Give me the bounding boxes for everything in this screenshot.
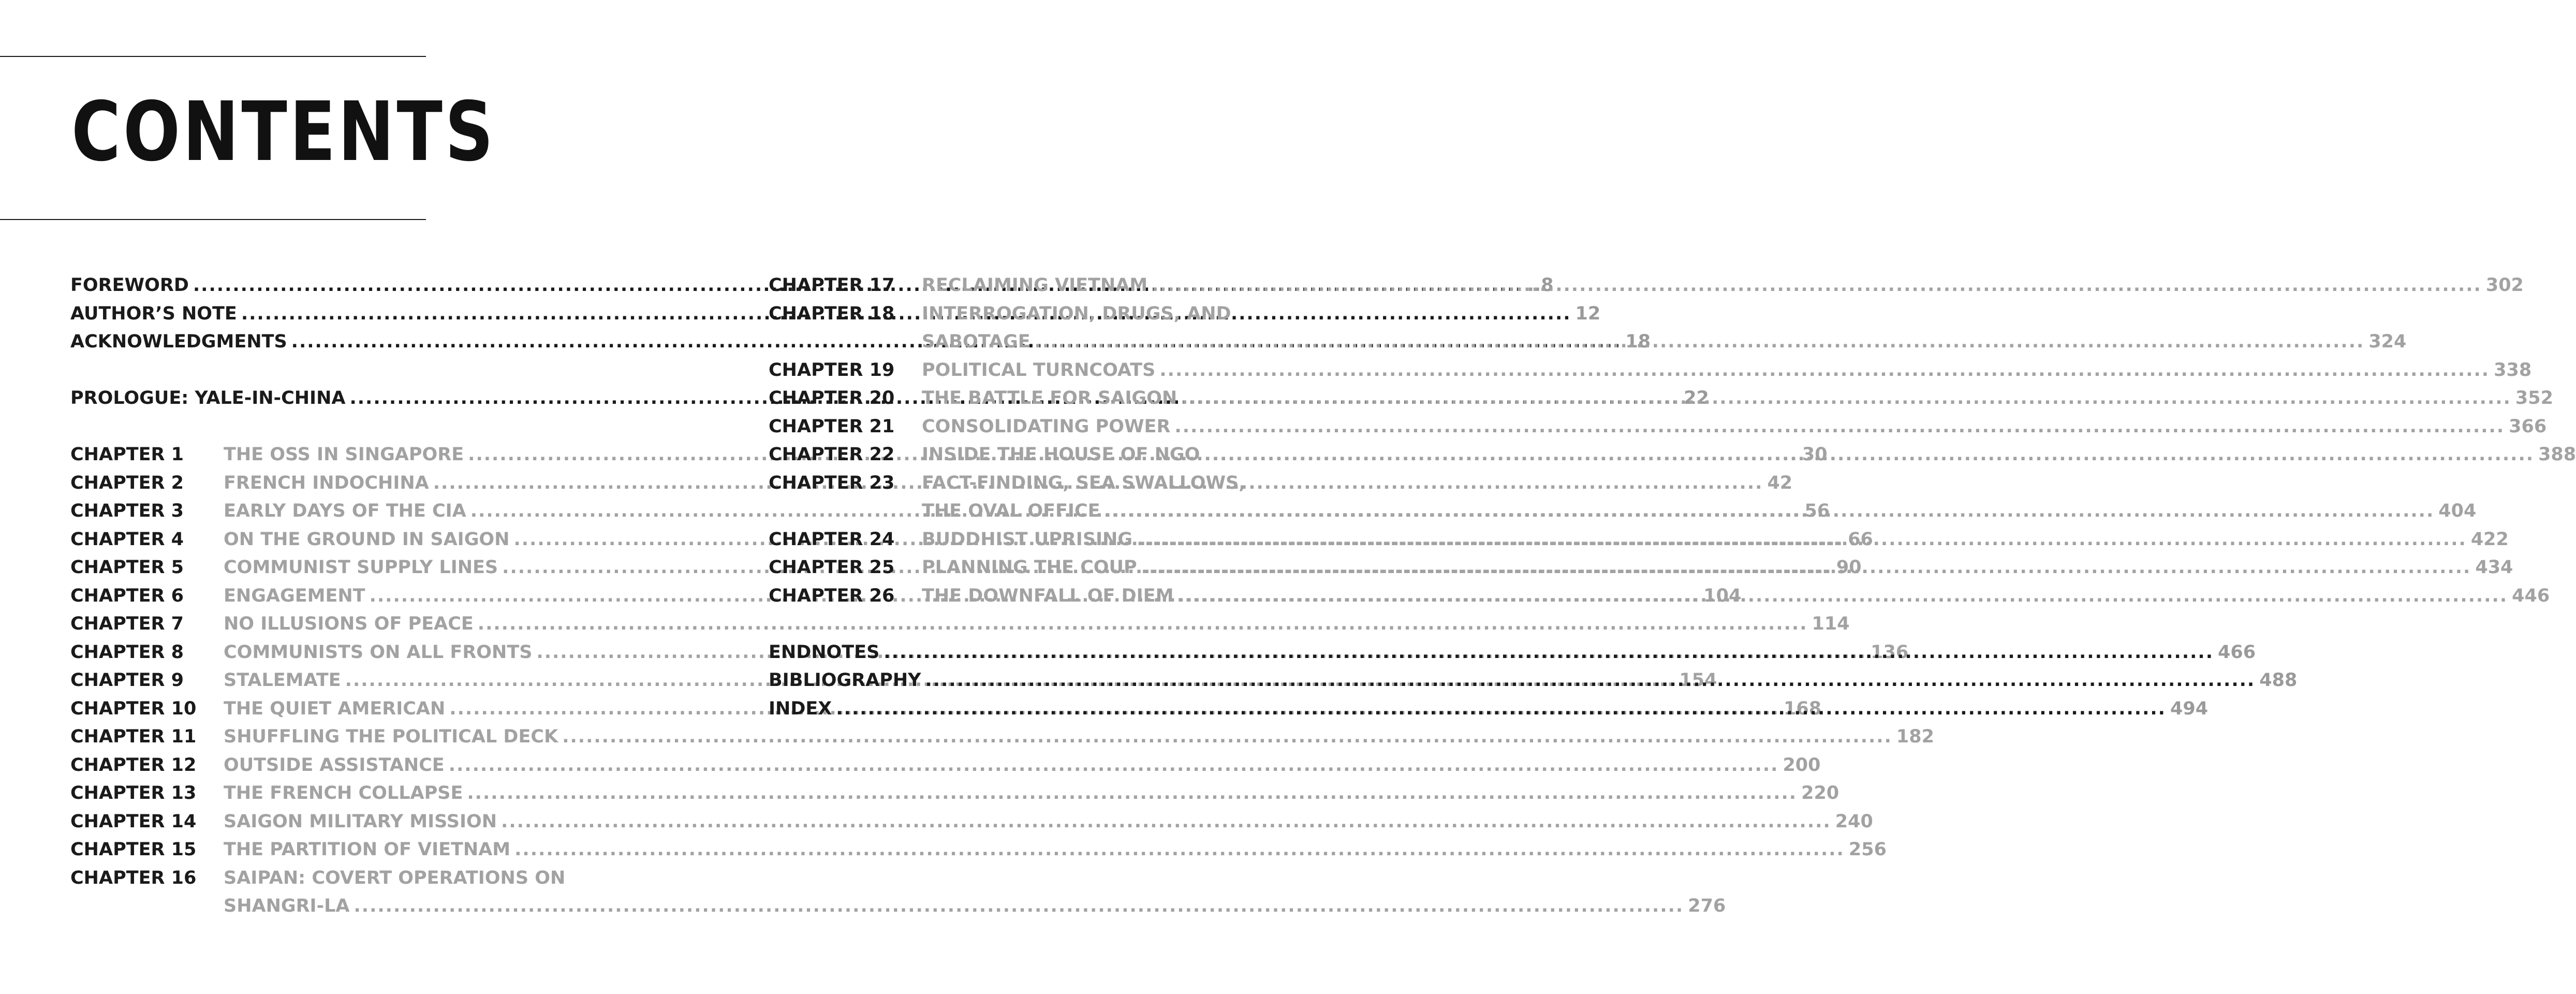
chapter-title-block: [922, 356, 2531, 385]
chapter-number: CHAPTER 4: [70, 529, 184, 550]
chapter-title: BUDDHIST UPRISING: [922, 529, 1133, 550]
chapter-title: THE OSS IN SINGAPORE: [224, 444, 464, 465]
chapter-title-line: [922, 497, 2476, 525]
chapter-title-block: [922, 553, 2513, 582]
page-number: 66: [1848, 529, 1873, 550]
page-number: 240: [1835, 811, 1873, 832]
chapter-number: CHAPTER 6: [70, 585, 184, 606]
chapter-title: POLITICAL TURNCOATS: [922, 359, 1156, 381]
page-number: 338: [2494, 359, 2532, 381]
chapter-entry[interactable]: [70, 610, 1850, 638]
page-number: 446: [2512, 585, 2550, 606]
chapter-title: NO ILLUSIONS OF PEACE: [224, 613, 474, 634]
page-number: 488: [2259, 670, 2298, 691]
chapter-title: COMMUNIST SUPPLY LINES: [224, 557, 498, 578]
chapter-title-block: [922, 413, 2546, 441]
section-gap: [769, 610, 1253, 638]
chapter-number: CHAPTER 25: [769, 557, 895, 578]
chapter-entry[interactable]: [70, 751, 1821, 780]
chapter-number: CHAPTER 18: [769, 303, 895, 324]
chapter-title-line: [922, 553, 2513, 582]
page-number: 182: [1896, 726, 1934, 747]
page-number: ..8: [1527, 275, 1554, 296]
page-number: 388: [2538, 444, 2576, 465]
dot-leader: [1181, 384, 2511, 413]
dot-leader: [1159, 356, 2490, 385]
entry-label: AUTHOR’S NOTE: [70, 303, 237, 324]
chapter-entry[interactable]: [70, 864, 1726, 920]
entry-label: INDEX: [769, 698, 832, 719]
chapter-title-block: [922, 469, 2476, 525]
dot-leader: [449, 751, 1779, 780]
dot-leader: [354, 892, 1684, 920]
chapter-title: THE FRENCH COLLAPSE: [224, 783, 463, 803]
chapter-title-line: [922, 582, 2550, 610]
chapter-entry[interactable]: [70, 723, 1934, 751]
page-number: 404: [2438, 501, 2477, 521]
page-number: 276: [1688, 896, 1726, 916]
chapter-title-line: [224, 892, 1726, 920]
dot-leader: [1137, 525, 2467, 554]
entry-label: FOREWORD: [70, 275, 189, 296]
chapter-title: SHANGRI-LA: [224, 896, 350, 916]
chapter-title: COMMUNISTS ON ALL FRONTS: [224, 641, 533, 663]
chapter-title: SHUFFLING THE POLITICAL DECK: [224, 726, 558, 747]
page-number: 154: [1679, 670, 1717, 691]
chapter-number: CHAPTER 5: [70, 557, 184, 578]
chapter-title: ENGAGEMENT: [224, 585, 365, 606]
chapter-entry[interactable]: [70, 779, 1839, 808]
dot-leader: [1035, 328, 2365, 356]
page-number: 494: [2170, 698, 2209, 719]
page-number: 434: [2475, 557, 2513, 578]
page-number: 220: [1801, 783, 1839, 803]
section-gap: [70, 413, 555, 441]
chapter-title-line: [922, 271, 2524, 300]
chapter-title-block: [224, 864, 1726, 920]
chapter-number: CHAPTER 23: [769, 472, 895, 493]
page-number: 352: [2515, 388, 2553, 408]
page-number: 324: [2368, 331, 2407, 352]
chapter-number: CHAPTER 19: [769, 359, 895, 381]
chapter-number: CHAPTER 7: [70, 613, 184, 634]
dot-leader: [514, 836, 1845, 864]
chapter-title-line: [922, 384, 2553, 413]
chapter-number: CHAPTER 21: [769, 416, 895, 437]
chapter-title-block: [922, 300, 2406, 356]
chapter-title-block: [224, 808, 1873, 836]
chapter-title-block: [922, 525, 2509, 554]
page-number: 18: [1625, 331, 1651, 352]
chapter-title-block: [922, 384, 2553, 413]
page-number: 302: [2485, 275, 2524, 296]
chapter-title: STALEMATE: [224, 670, 341, 691]
chapter-title: SABOTAGE: [922, 331, 1031, 352]
chapter-title-line: [224, 723, 1934, 751]
chapter-title-block: [922, 441, 2576, 469]
page-number: 30: [1802, 444, 1828, 465]
chapter-number: CHAPTER 13: [70, 783, 197, 803]
chapter-title: EARLY DAYS OF THE CIA: [224, 501, 466, 521]
chapter-title: INSIDE THE HOUSE OF NGO: [922, 444, 1200, 465]
dot-leader: [501, 808, 1831, 836]
chapter-title-line: [922, 328, 2406, 356]
page-number: 366: [2509, 416, 2547, 437]
chapter-title-line: [922, 441, 2576, 469]
chapter-title: FRENCH INDOCHINA: [224, 472, 429, 493]
chapter-title-line: [224, 808, 1873, 836]
chapter-entry[interactable]: [70, 836, 1887, 864]
dot-leader: [836, 695, 2166, 723]
chapter-title-block: [224, 723, 1934, 751]
chapter-title-block: [224, 751, 1821, 780]
chapter-number: CHAPTER 8: [70, 641, 184, 663]
chapter-title: OUTSIDE ASSISTANCE: [224, 754, 445, 776]
section-gap: [70, 356, 555, 385]
page-number: 90: [1836, 557, 1862, 578]
chapter-title: THE QUIET AMERICAN: [224, 698, 446, 719]
page-number: 200: [1783, 754, 1821, 776]
chapter-title-line: INTERROGATION, DRUGS, AND: [922, 303, 1231, 324]
page-number: 22: [1684, 388, 1709, 408]
page-number: 466: [2218, 641, 2256, 663]
page-number: 104: [1703, 585, 1742, 606]
chapter-title-line: [922, 413, 2546, 441]
page-number: 136: [1871, 641, 1909, 663]
entry-label: ACKNOWLEDGMENTS: [70, 331, 287, 352]
chapter-title: THE BATTLE FOR SAIGON: [922, 388, 1177, 408]
chapter-title-line: [922, 525, 2509, 554]
page-number: 42: [1767, 472, 1793, 493]
chapter-number: CHAPTER 26: [769, 585, 895, 606]
chapter-title-line: FACT-FINDING, SEA SWALLOWS,: [922, 472, 1246, 493]
chapter-number: CHAPTER 20: [769, 388, 895, 408]
chapter-entry[interactable]: [70, 808, 1873, 836]
chapter-title-block: [922, 271, 2524, 300]
chapter-number: CHAPTER 22: [769, 444, 895, 465]
page-number: 114: [1812, 613, 1850, 634]
chapter-number: CHAPTER 14: [70, 811, 197, 832]
page-number: 256: [1848, 839, 1887, 860]
chapter-number: CHAPTER 2: [70, 472, 184, 493]
dot-leader: [467, 779, 1797, 808]
page-number: 422: [2470, 529, 2509, 550]
chapter-title-line: [224, 779, 1839, 808]
chapter-number: CHAPTER 17: [769, 275, 895, 296]
chapter-title: CONSOLIDATING POWER: [922, 416, 1171, 437]
dot-leader: [1204, 441, 2534, 469]
chapter-number: CHAPTER 16: [70, 867, 197, 888]
chapter-title: THE PARTITION OF VIETNAM: [224, 839, 511, 860]
chapter-title: ON THE GROUND IN SAIGON: [224, 529, 510, 550]
chapter-entry[interactable]: [769, 271, 2524, 300]
dot-leader: [1152, 271, 2482, 300]
chapter-number: CHAPTER 15: [70, 839, 197, 860]
entry-label: PROLOGUE: YALE-IN-CHINA: [70, 388, 346, 408]
dot-leader: [1177, 582, 2508, 610]
page-number: 56: [1804, 501, 1830, 521]
page-number: 168: [1784, 698, 1822, 719]
chapter-title-line: [922, 356, 2531, 385]
chapter-title: SAIGON MILITARY MISSION: [224, 811, 497, 832]
entry-label: BIBLIOGRAPHY: [769, 670, 921, 691]
chapter-title-line: [224, 751, 1821, 780]
dot-leader: [1105, 497, 2435, 525]
chapter-title-block: [224, 779, 1839, 808]
chapter-title: THE DOWNFALL OF DIEM: [922, 585, 1174, 606]
chapter-number: CHAPTER 11: [70, 726, 197, 747]
page-title: CONTENTS: [71, 84, 496, 180]
dot-leader: [925, 666, 2256, 695]
chapter-title-block: [224, 836, 1887, 864]
chapter-title: PLANNING THE COUP: [922, 557, 1137, 578]
chapter-entry[interactable]: [769, 356, 2532, 385]
chapter-number: CHAPTER 24: [769, 529, 895, 550]
bottom-divider: [0, 219, 426, 220]
dot-leader: [1174, 413, 2505, 441]
chapter-number: CHAPTER 9: [70, 670, 184, 691]
chapter-number: CHAPTER 3: [70, 501, 184, 521]
chapter-number: CHAPTER 10: [70, 698, 197, 719]
page-number: 12: [1575, 303, 1601, 324]
chapter-number: CHAPTER 12: [70, 754, 197, 776]
chapter-entry[interactable]: [769, 413, 2547, 441]
top-divider: [0, 56, 426, 57]
entry-label: ENDNOTES: [769, 641, 880, 663]
dot-leader: [1141, 553, 2471, 582]
chapter-title: THE OVAL OFFICE: [922, 501, 1100, 521]
dot-leader: [562, 723, 1892, 751]
dot-leader: [884, 638, 2214, 667]
chapter-title-line: SAIPAN: COVERT OPERATIONS ON: [224, 867, 566, 888]
chapter-title-block: [922, 582, 2550, 610]
chapter-number: CHAPTER 1: [70, 444, 184, 465]
chapter-title: RECLAIMING VIETNAM: [922, 275, 1148, 296]
chapter-title-line: [224, 836, 1887, 864]
